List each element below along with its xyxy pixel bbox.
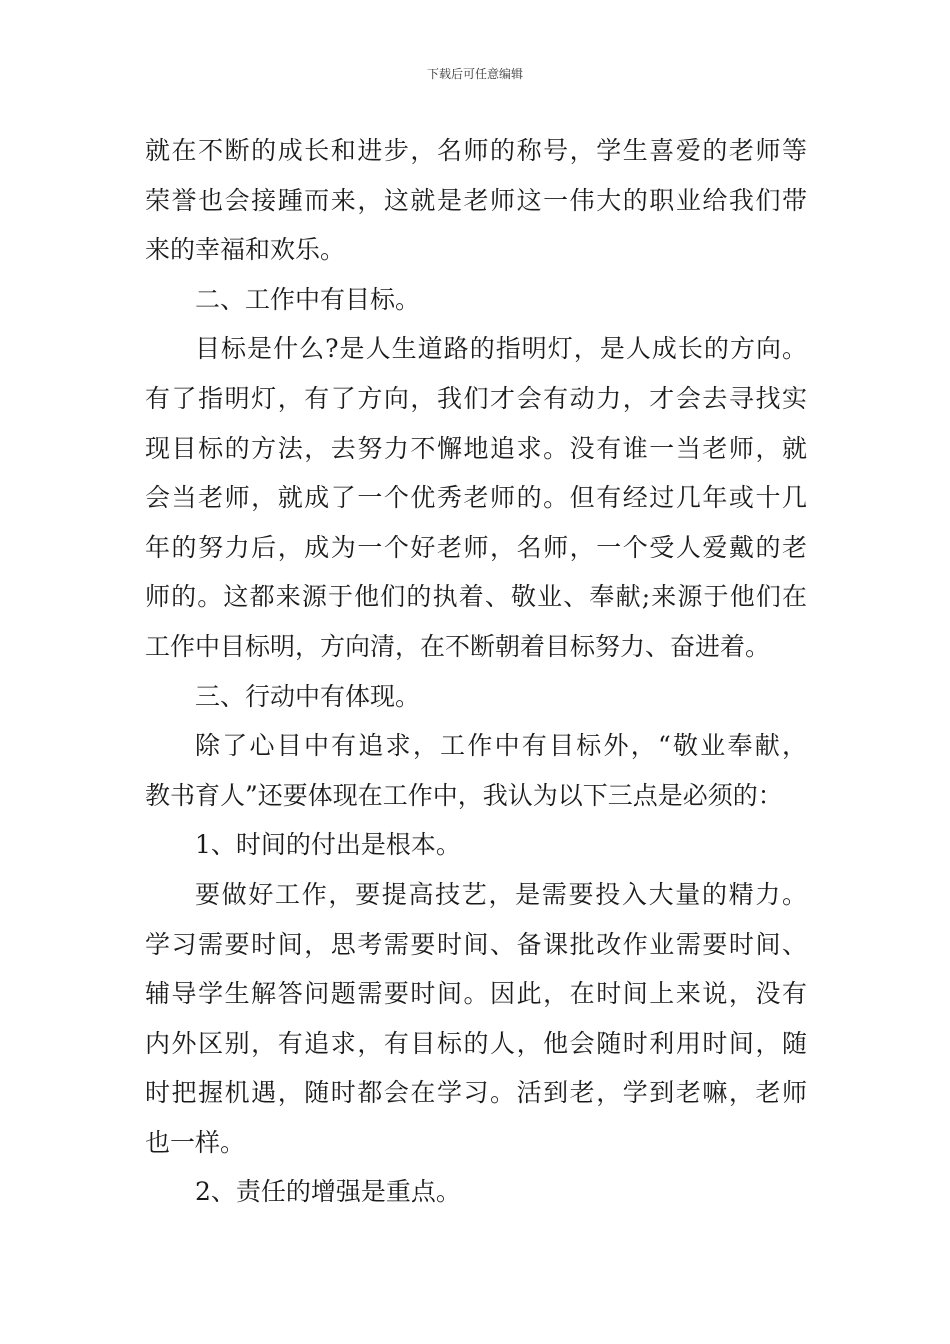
paragraph-line: 要做好工作，要提高技艺，是需要投入大量的精力。 (195, 879, 807, 909)
paragraph-line: 现目标的方法，去努力不懈地追求。没有谁一当老师，就 (145, 433, 807, 463)
document-body (145, 126, 807, 1217)
paragraph-line: 辅导学生解答问题需要时间。因此，在时间上来说，没有 (145, 979, 807, 1009)
paragraph-line: 有了指明灯，有了方向，我们才会有动力，才会去寻找实 (145, 383, 807, 413)
paragraph-line: 就在不断的成长和进步，名师的称号，学生喜爱的老师等 (145, 136, 807, 165)
paragraph-line-end: 来的幸福和欢乐。 (145, 235, 346, 265)
paragraph-line-end: 工作中目标明，方向清，在不断朝着目标努力、奋进着。 (145, 631, 771, 661)
paragraph-line: 除了心目中有追求，工作中有目标外，“敬业奉献， (195, 731, 807, 761)
paragraph-line: 内外区别，有追求，有目标的人，他会随时利用时间，随 (145, 1028, 807, 1058)
paragraph-line-end: 2、责任的增强是重点。 (195, 1177, 461, 1207)
page-header: 下载后可任意编辑 (426, 67, 523, 81)
paragraph-line-end: 也一样。 (145, 1127, 246, 1157)
paragraph-line: 时把握机遇，随时都会在学习。活到老，学到老嘛，老师 (145, 1078, 807, 1108)
paragraph-line: 年的努力后，成为一个好老师，名师，一个受人爱戴的老 (145, 532, 807, 562)
paragraph-line: 目标是什么?是人生道路的指明灯，是人成长的方向。 (195, 334, 807, 364)
paragraph-line: 荣誉也会接踵而来，这就是老师这一伟大的职业给我们带 (145, 185, 807, 215)
paragraph-line: 师的。这都来源于他们的执着、敬业、奉献;来源于他们在 (145, 582, 807, 612)
paragraph-line: 会当老师，就成了一个优秀老师的。但有经过几年或十几 (145, 483, 807, 513)
paragraph-line-end: 二、工作中有目标。 (195, 284, 421, 314)
paragraph-line: 学习需要时间，思考需要时间、备课批改作业需要时间、 (145, 929, 807, 959)
paragraph-line-end: 三、行动中有体现。 (195, 681, 421, 711)
paragraph-line-end: 教书育人”还要体现在工作中，我认为以下三点是必须的： (145, 780, 783, 810)
paragraph-line-end: 1、时间的付出是根本。 (195, 830, 461, 860)
